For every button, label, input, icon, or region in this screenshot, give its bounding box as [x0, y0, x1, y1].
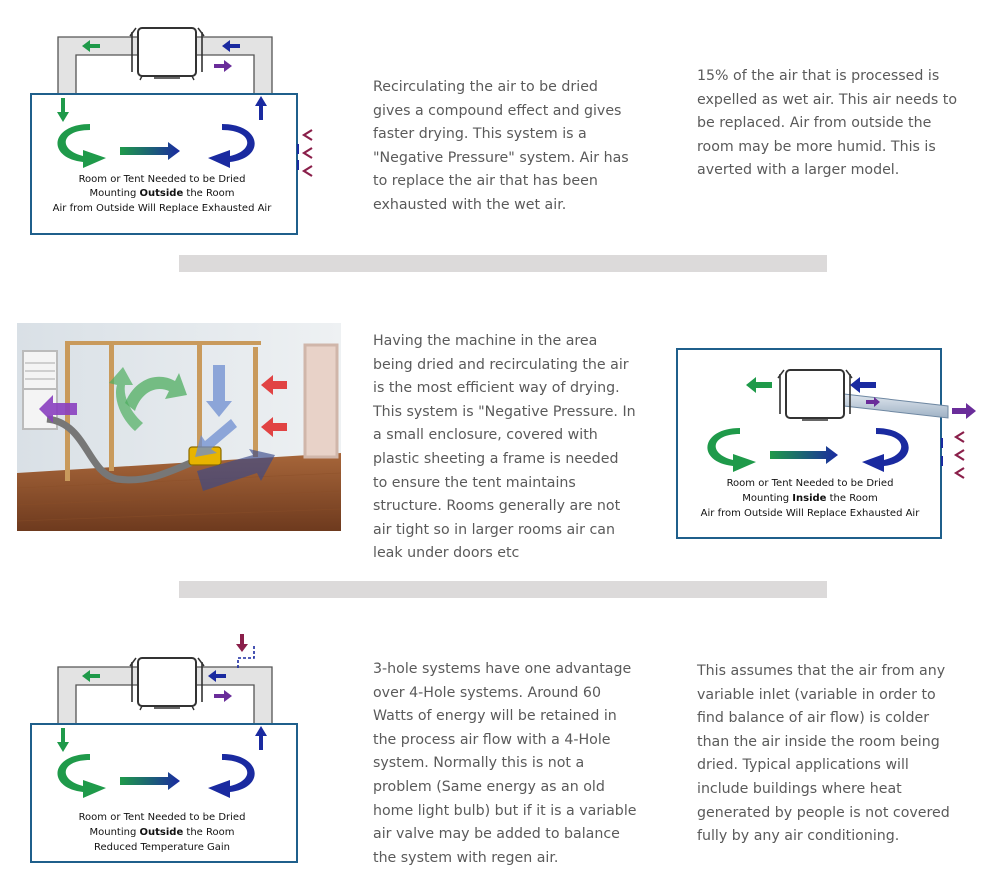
air-label: Air from Outside Will Replace Exhausted Air	[52, 203, 272, 214]
diagram-outside-mount	[28, 22, 304, 238]
diagram-inside-mount-svg	[676, 348, 986, 544]
room-photo-illustration	[17, 323, 341, 531]
inlet-arrow-icon	[304, 130, 312, 140]
arrow-exhaust-purple-icon	[952, 403, 976, 419]
air-label: Air from Outside Will Replace Exhausted Air	[700, 508, 920, 519]
diagram-3-hole-svg	[28, 632, 304, 866]
diagram-3-hole	[28, 632, 304, 866]
arrow-right-purple-icon	[214, 690, 232, 702]
inlet-arrow-icon	[304, 148, 312, 158]
air-inlet-arrows-icon	[956, 432, 964, 478]
arrow-down-red-icon	[236, 634, 248, 652]
section-divider	[179, 581, 827, 598]
room-label: Room or Tent Needed to be Dried	[78, 812, 246, 823]
diagram-outside-mount-svg	[28, 22, 304, 238]
section3-right-text: This assumes that the air from any variable inlet (variable in order to find balance of air flow) is colder than the air inside the room being dried. Typical applications will include buildings where heat generated by people is not covered fully by any air conditioning.	[697, 663, 950, 845]
inlet-arrow-icon	[304, 166, 312, 176]
room-label: Room or Tent Needed to be Dried	[78, 174, 246, 185]
section1-inlet-arrows	[296, 126, 320, 184]
mount-label: Mounting Outside the Room	[89, 188, 235, 199]
section1-middle-text: Recirculating the air to be dried gives a compound effect and gives faster drying. This system is a "Negative Pressure" system. Air has to replace the air that has been exhausted with the wet air.	[373, 79, 629, 213]
room-photo	[17, 323, 341, 531]
section1-right-text: 15% of the air that is processed is expelled as wet air. This air needs to be replaced. Air from outside the room may be more humid. This is averted with a larger model.	[697, 68, 958, 179]
section3-middle-text: 3-hole systems have one advantage over 4-Hole systems. Around 60 Watts of energy will be retained in the process air flow with a 4-Hole system. Normally this is not a problem (Same energy as an old home light bulb) but if it is a variable air valve may be added to balance the system with regen air.	[373, 661, 637, 866]
mount-label: Mounting Inside the Room	[742, 493, 878, 504]
dehumidifier-icon	[130, 28, 204, 80]
diagram-inside-mount	[676, 348, 986, 544]
air-label: Reduced Temperature Gain	[93, 842, 231, 853]
dehumidifier-icon	[778, 370, 852, 420]
section2-middle-text: Having the machine in the area being dried and recirculating the air is the most efficient way of drying. This system is "Negative Pressure. In a small enclosure, covered with plastic sheeting a frame is needed to ensure the tent maintains structure. Rooms generally are not air tight so in larger rooms air can leak under doors etc	[373, 333, 636, 562]
door	[305, 345, 337, 457]
dehumidifier-icon	[130, 658, 204, 710]
section-divider	[179, 255, 827, 272]
arrow-right-purple-icon	[214, 60, 232, 72]
room-label: Room or Tent Needed to be Dried	[726, 478, 894, 489]
mount-label: Mounting Outside the Room	[89, 827, 235, 838]
